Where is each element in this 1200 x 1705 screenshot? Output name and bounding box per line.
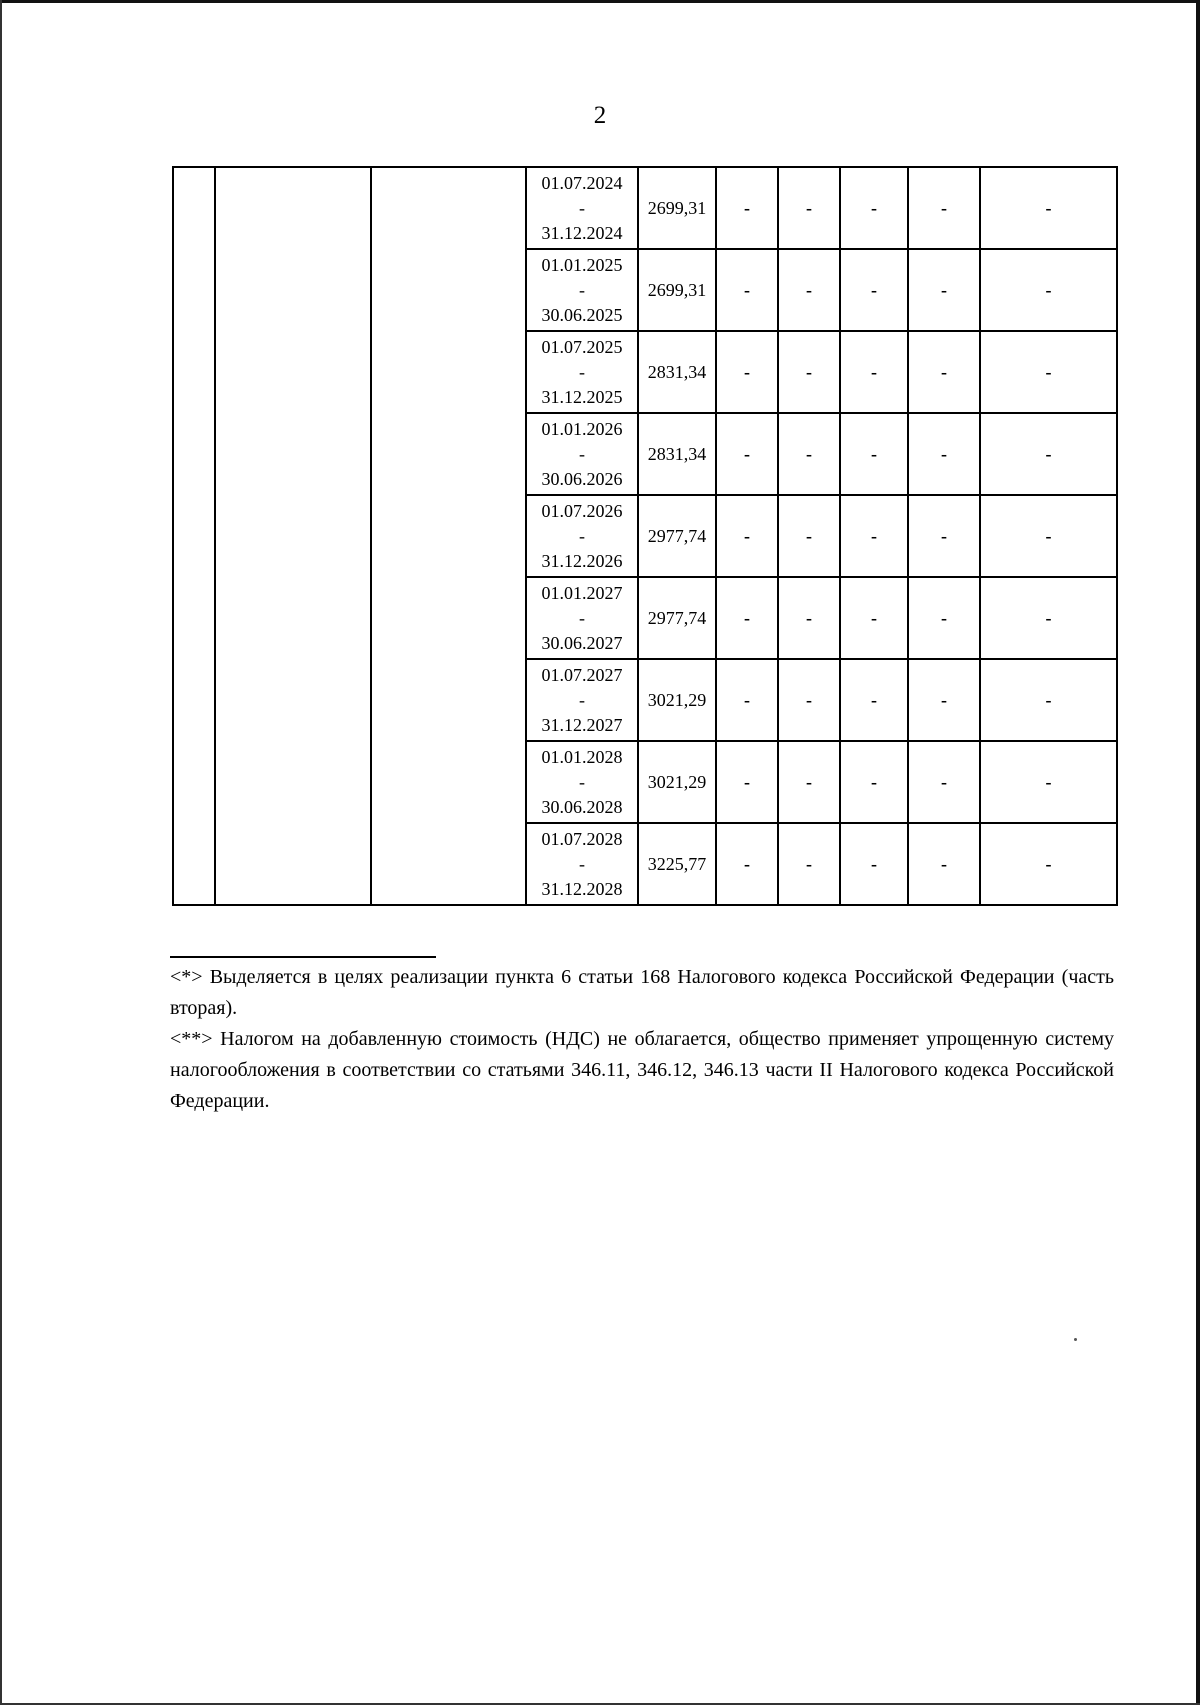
dash-cell: - — [908, 495, 980, 577]
dash-cell: - — [716, 249, 778, 331]
dash-cell: - — [908, 331, 980, 413]
dash-cell: - — [778, 495, 840, 577]
price-cell: 2831,34 — [638, 331, 716, 413]
dash-cell: - — [716, 741, 778, 823]
dash-cell: - — [980, 823, 1117, 905]
dash-cell: - — [840, 659, 908, 741]
dash-cell: - — [980, 741, 1117, 823]
period-cell: 01.01.2026 - 30.06.2026 — [526, 413, 638, 495]
dash-cell: - — [840, 495, 908, 577]
dash-cell: - — [778, 167, 840, 249]
dash-cell: - — [716, 577, 778, 659]
period-cell: 01.07.2026 - 31.12.2026 — [526, 495, 638, 577]
price-cell: 2699,31 — [638, 249, 716, 331]
dash-cell: - — [840, 823, 908, 905]
price-cell: 2699,31 — [638, 167, 716, 249]
dash-cell: - — [716, 167, 778, 249]
dash-cell: - — [908, 249, 980, 331]
period-cell: 01.07.2024 - 31.12.2024 — [526, 167, 638, 249]
scan-edge-top — [0, 0, 1200, 3]
dash-cell: - — [980, 167, 1117, 249]
dash-cell: - — [778, 331, 840, 413]
dash-cell: - — [908, 741, 980, 823]
dash-cell: - — [778, 823, 840, 905]
dash-cell: - — [778, 741, 840, 823]
footnotes — [170, 962, 1114, 1117]
dash-cell: - — [778, 577, 840, 659]
blank-col-category — [371, 167, 526, 905]
period-cell: 01.07.2028 - 31.12.2028 — [526, 823, 638, 905]
footnote-2: <**> Налогом на добавленную стоимость (НДС) не облагается, общество применяет упрощенную систему налогообложения в соответствии со статьями 346.11, 346.12, 346.13 части II Налогового кодекса Российской Федерации. — [170, 1028, 1114, 1112]
page-number: 2 — [593, 102, 607, 129]
dash-cell: - — [778, 249, 840, 331]
price-cell: 2831,34 — [638, 413, 716, 495]
price-cell: 3021,29 — [638, 741, 716, 823]
dash-cell: - — [778, 659, 840, 741]
footnote-1: <*> Выделяется в целях реализации пункта 6 статьи 168 Налогового кодекса Российской Федерации (часть вторая). — [170, 966, 1114, 1019]
dash-cell: - — [908, 659, 980, 741]
dash-cell: - — [980, 249, 1117, 331]
dash-cell: - — [980, 577, 1117, 659]
dash-cell: - — [840, 249, 908, 331]
price-cell: 3021,29 — [638, 659, 716, 741]
dash-cell: - — [840, 577, 908, 659]
tariff-table — [172, 166, 1118, 906]
dash-cell: - — [716, 331, 778, 413]
period-cell: 01.01.2027 - 30.06.2027 — [526, 577, 638, 659]
dash-cell: - — [980, 331, 1117, 413]
price-cell: 2977,74 — [638, 495, 716, 577]
dash-cell: - — [716, 659, 778, 741]
scan-edge-right — [1196, 0, 1200, 1705]
blank-col-name — [215, 167, 371, 905]
period-cell: 01.07.2025 - 31.12.2025 — [526, 331, 638, 413]
price-cell: 2977,74 — [638, 577, 716, 659]
dash-cell: - — [716, 495, 778, 577]
dash-cell: - — [908, 823, 980, 905]
scan-edge-left — [0, 0, 2, 1705]
dash-cell: - — [980, 495, 1117, 577]
dash-cell: - — [778, 413, 840, 495]
dash-cell: - — [908, 167, 980, 249]
dash-cell: - — [840, 741, 908, 823]
dash-cell: - — [840, 331, 908, 413]
price-cell: 3225,77 — [638, 823, 716, 905]
dash-cell: - — [716, 823, 778, 905]
scan-speck — [1074, 1338, 1077, 1341]
period-cell: 01.01.2028 - 30.06.2028 — [526, 741, 638, 823]
dash-cell: - — [716, 413, 778, 495]
blank-col-number — [173, 167, 215, 905]
table-row — [173, 167, 1117, 249]
dash-cell: - — [980, 413, 1117, 495]
dash-cell: - — [840, 167, 908, 249]
dash-cell: - — [908, 413, 980, 495]
dash-cell: - — [908, 577, 980, 659]
period-cell: 01.01.2025 - 30.06.2025 — [526, 249, 638, 331]
period-cell: 01.07.2027 - 31.12.2027 — [526, 659, 638, 741]
dash-cell: - — [840, 413, 908, 495]
dash-cell: - — [980, 659, 1117, 741]
footnote-divider — [170, 956, 436, 958]
